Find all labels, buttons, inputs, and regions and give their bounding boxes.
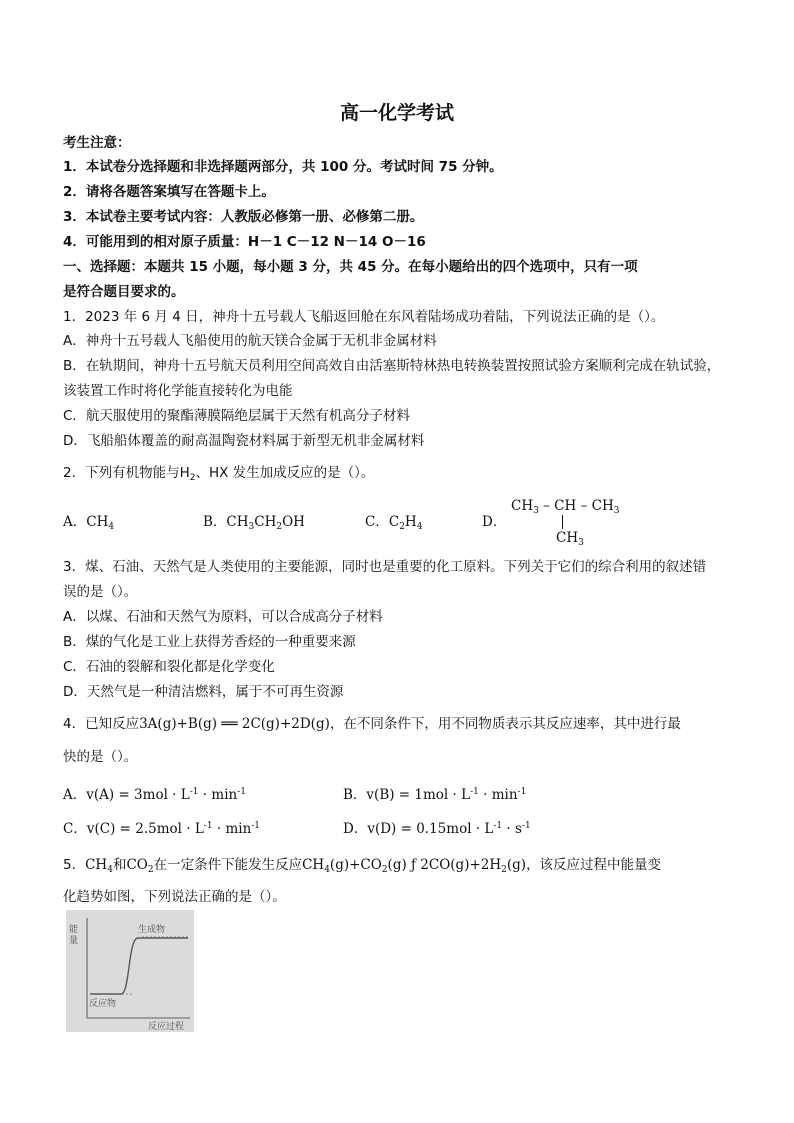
x-label: 反应过程 [148,1022,185,1032]
energy-curve-svg [66,910,194,1032]
q3-option-d: D．天然气是一种清洁燃料，属于不可再生资源 [63,684,344,700]
notice-item: 4．可能用到的相对原子质量：H－1 C－12 N－14 O－16 [63,234,426,250]
y-label-1: 能 [69,925,79,935]
exam-title: 高一化学考试 [339,102,454,124]
q1-option-c: C．航天服使用的聚酯薄膜隔绝层属于天然有机高分子材料 [63,408,410,424]
q1-option-a: A．神舟十五号载人飞船使用的航天镁合金属于无机非金属材料 [63,333,437,349]
q1-option-d: D．飞船船体覆盖的耐高温陶瓷材料属于新型无机非金属材料 [63,433,425,449]
q5-stem-cont: 化趋势如图，下列说法正确的是（）。 [63,889,286,905]
q5-stem: 5．$CH_4$和$CO_2$在一定条件下能发生反应$CH_4(g)+CO_2(g)$ ƒ $2CO(g)+2H_2(g)$，该反应过程中能量变 [63,857,662,875]
q4-option-d: D．$v(D) = 0.15mol \cdot L^{-1} \cdot s^{-1}$ [343,821,531,837]
q4-option-b: B．$v(B) = 1mol \cdot L^{-1} \cdot \min^{-1}$ [343,787,527,803]
q2-option-d-branch: $CH_3$ [556,530,584,548]
notice-item: 2．请将各题答案填写在答题卡上。 [63,184,275,200]
q1-option-b: B．在轨期间，神舟十五号航天员利用空间高效自由活塞斯特林热电转换装置按照试验方案顺利完成在轨试验， [63,358,721,374]
q2-option-c: C．$C_2H_4$ [365,514,423,532]
q2-option-a: A．$CH_4$ [63,514,115,532]
energy-curve [90,938,188,994]
section-heading: 一、选择题：本题共 15 小题，每小题 3 分，共 45 分。在每小题给出的四个选项中，只有一项 [63,259,638,275]
notice-item: 1．本试卷分选择题和非选择题两部分，共 100 分。考试时间 75 分钟。 [63,159,503,175]
q3-option-c: C．石油的裂解和裂化都是化学变化 [63,659,275,675]
section-heading-cont: 是符合题目要求的。 [63,284,185,300]
q1-option-b-cont: 该装置工作时将化学能直接转化为电能 [63,383,293,399]
y-label-2: 量 [69,936,79,946]
q2-option-d-label: D． [482,514,507,530]
q3-stem: 3．煤、石油、天然气是人类使用的主要能源，同时也是重要的化工原料。下列关于它们的综合利用的叙述错 [63,559,707,575]
q4-option-a: A．$v(A) = 3mol \cdot L^{-1} \cdot \min^{-1}$ [63,787,246,803]
q3-option-b: B．煤的气化是工业上获得芳香烃的一种重要来源 [63,634,356,650]
q1-stem: 1．2023 年 6 月 4 日，神舟十五号载人飞船返回舱在东风着陆场成功着陆，下列说法正确的是（）。 [63,309,665,325]
q3-option-a: A．以煤、石油和天然气为原料，可以合成高分子材料 [63,609,383,625]
q2-stem: 2．下列有机物能与$H_2$、HX 发生加成反应的是（）。 [63,465,375,483]
q4-stem: 4．已知反应3A(g)+B(g) ══ 2C(g)+2D(g)，在不同条件下，用不同物质表示其反应速率，其中进行最 [63,716,681,732]
notice-heading: 考生注意： [63,135,131,151]
q2-option-d-formula: $CH_3$ – CH – $CH_3$ [511,498,620,516]
q3-stem-cont: 误的是（）。 [63,584,138,600]
notice-item: 3．本试卷主要考试内容：人教版必修第一册、必修第二册。 [63,209,424,225]
q4-option-c: C．$v(C) = 2.5mol \cdot L^{-1} \cdot \min^{-1}$ [63,821,261,837]
energy-diagram-figure [66,910,194,1032]
q2-bond-line [562,515,563,529]
q2-option-b: B．$CH_3CH_2OH$ [203,514,305,532]
q4-stem-cont: 快的是（）。 [63,749,138,765]
product-label: 生成物 [138,925,166,935]
reactant-label: 反应物 [89,999,117,1009]
